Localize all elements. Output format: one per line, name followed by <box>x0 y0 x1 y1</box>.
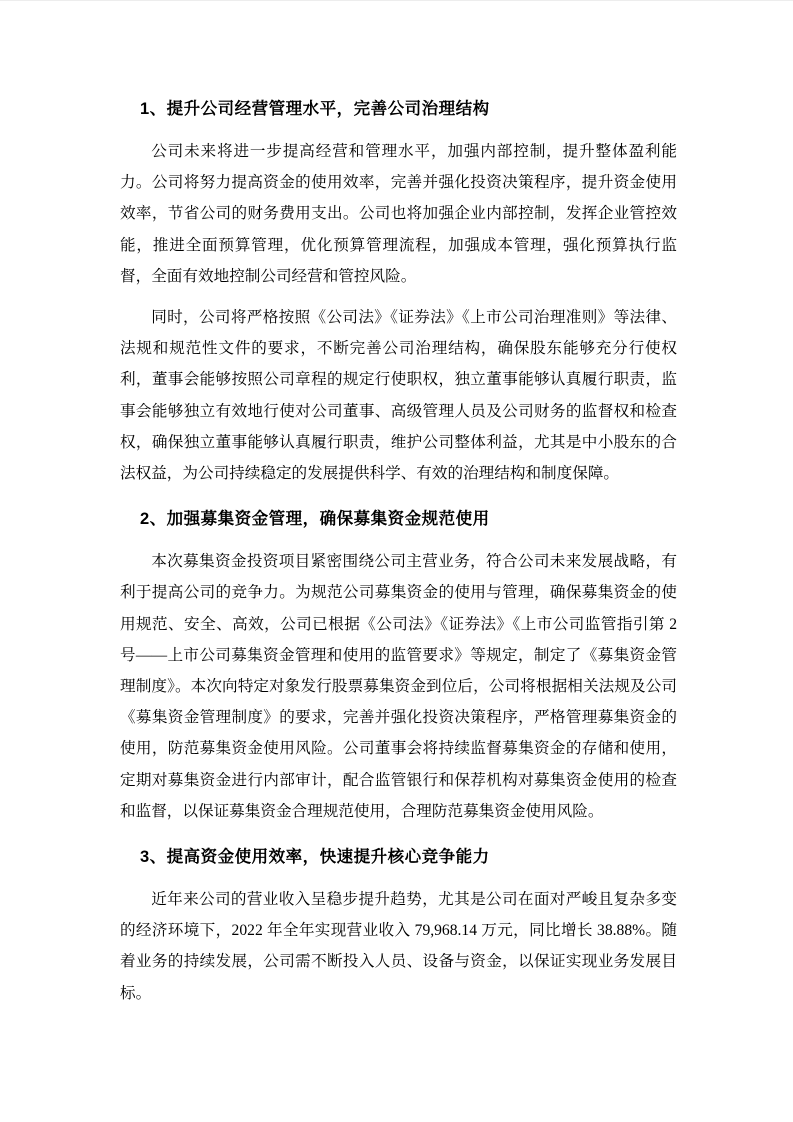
section-3-paragraph-1: 近年来公司的营业收入呈稳步提升趋势，尤其是公司在面对严峻且复杂多变的经济环境下，2022 年全年实现营业收入 79,968.14 万元，同比增长 38.88%。随着业务的持续发展，公司需不断投入人员、设备与资金，以保证实现业务发展目标。 <box>120 891 677 1002</box>
section-1-paragraph-2: 同时，公司将严格按照《公司法》《证券法》《上市公司治理准则》等法律、法规和规范性文件的要求，不断完善公司治理结构，确保股东能够充分行使权利，董事会能够按照公司章程的规定行使职权，独立董事能够认真履行职责，监事会能够独立有效地行使对公司董事、高级管理人员及公司财务的监督权和检查权，确保独立董事能够认真履行职责，维护公司整体利益，尤其是中小股东的合法权益，为公司持续稳定的发展提供科学、有效的治理结构和制度保障。 <box>120 309 677 483</box>
section-2-paragraph-1: 本次募集资金投资项目紧密围绕公司主营业务，符合公司未来发展战略，有利于提高公司的竞争力。为规范公司募集资金的使用与管理，确保募集资金的使用规范、安全、高效，公司已根据《公司法》《证券法》《上市公司监管指引第 2 号——上市公司募集资金管理和使用的监管要求》等规定，制定了《募集资金管理制度》。本次向特定对象发行股票募集资金到位后，公司将根据相关法规及公司《募集资金管理制度》的要求，完善并强化投资决策程序，严格管理募集资金的使用，防范募集资金使用风险。公司董事会将持续监督募集资金的存储和使用，定期对募集资金进行内部审计，配合监管银行和保荐机构对募集资金使用的检查和监督，以保证募集资金合理规范使用，合理防范募集资金使用风险。 <box>120 553 677 820</box>
section-heading-2: 2、加强募集资金管理，确保募集资金规范使用 <box>140 510 490 529</box>
section-heading-3: 3、提高资金使用效率，快速提升核心竞争能力 <box>140 848 490 867</box>
document-content <box>120 97 677 1019</box>
section-heading-1: 1、提升公司经营管理水平，完善公司治理结构 <box>140 100 490 118</box>
section-1-paragraph-1: 公司未来将进一步提高经营和管理水平，加强内部控制，提升整体盈利能力。公司将努力提高资金的使用效率，完善并强化投资决策程序，提升资金使用效率，节省公司的财务费用支出。公司也将加强企业内部控制，发挥企业管控效能，推进全面预算管理，优化预算管理流程，加强成本管理，强化预算执行监督，全面有效地控制公司经营和管控风险。 <box>120 143 677 285</box>
